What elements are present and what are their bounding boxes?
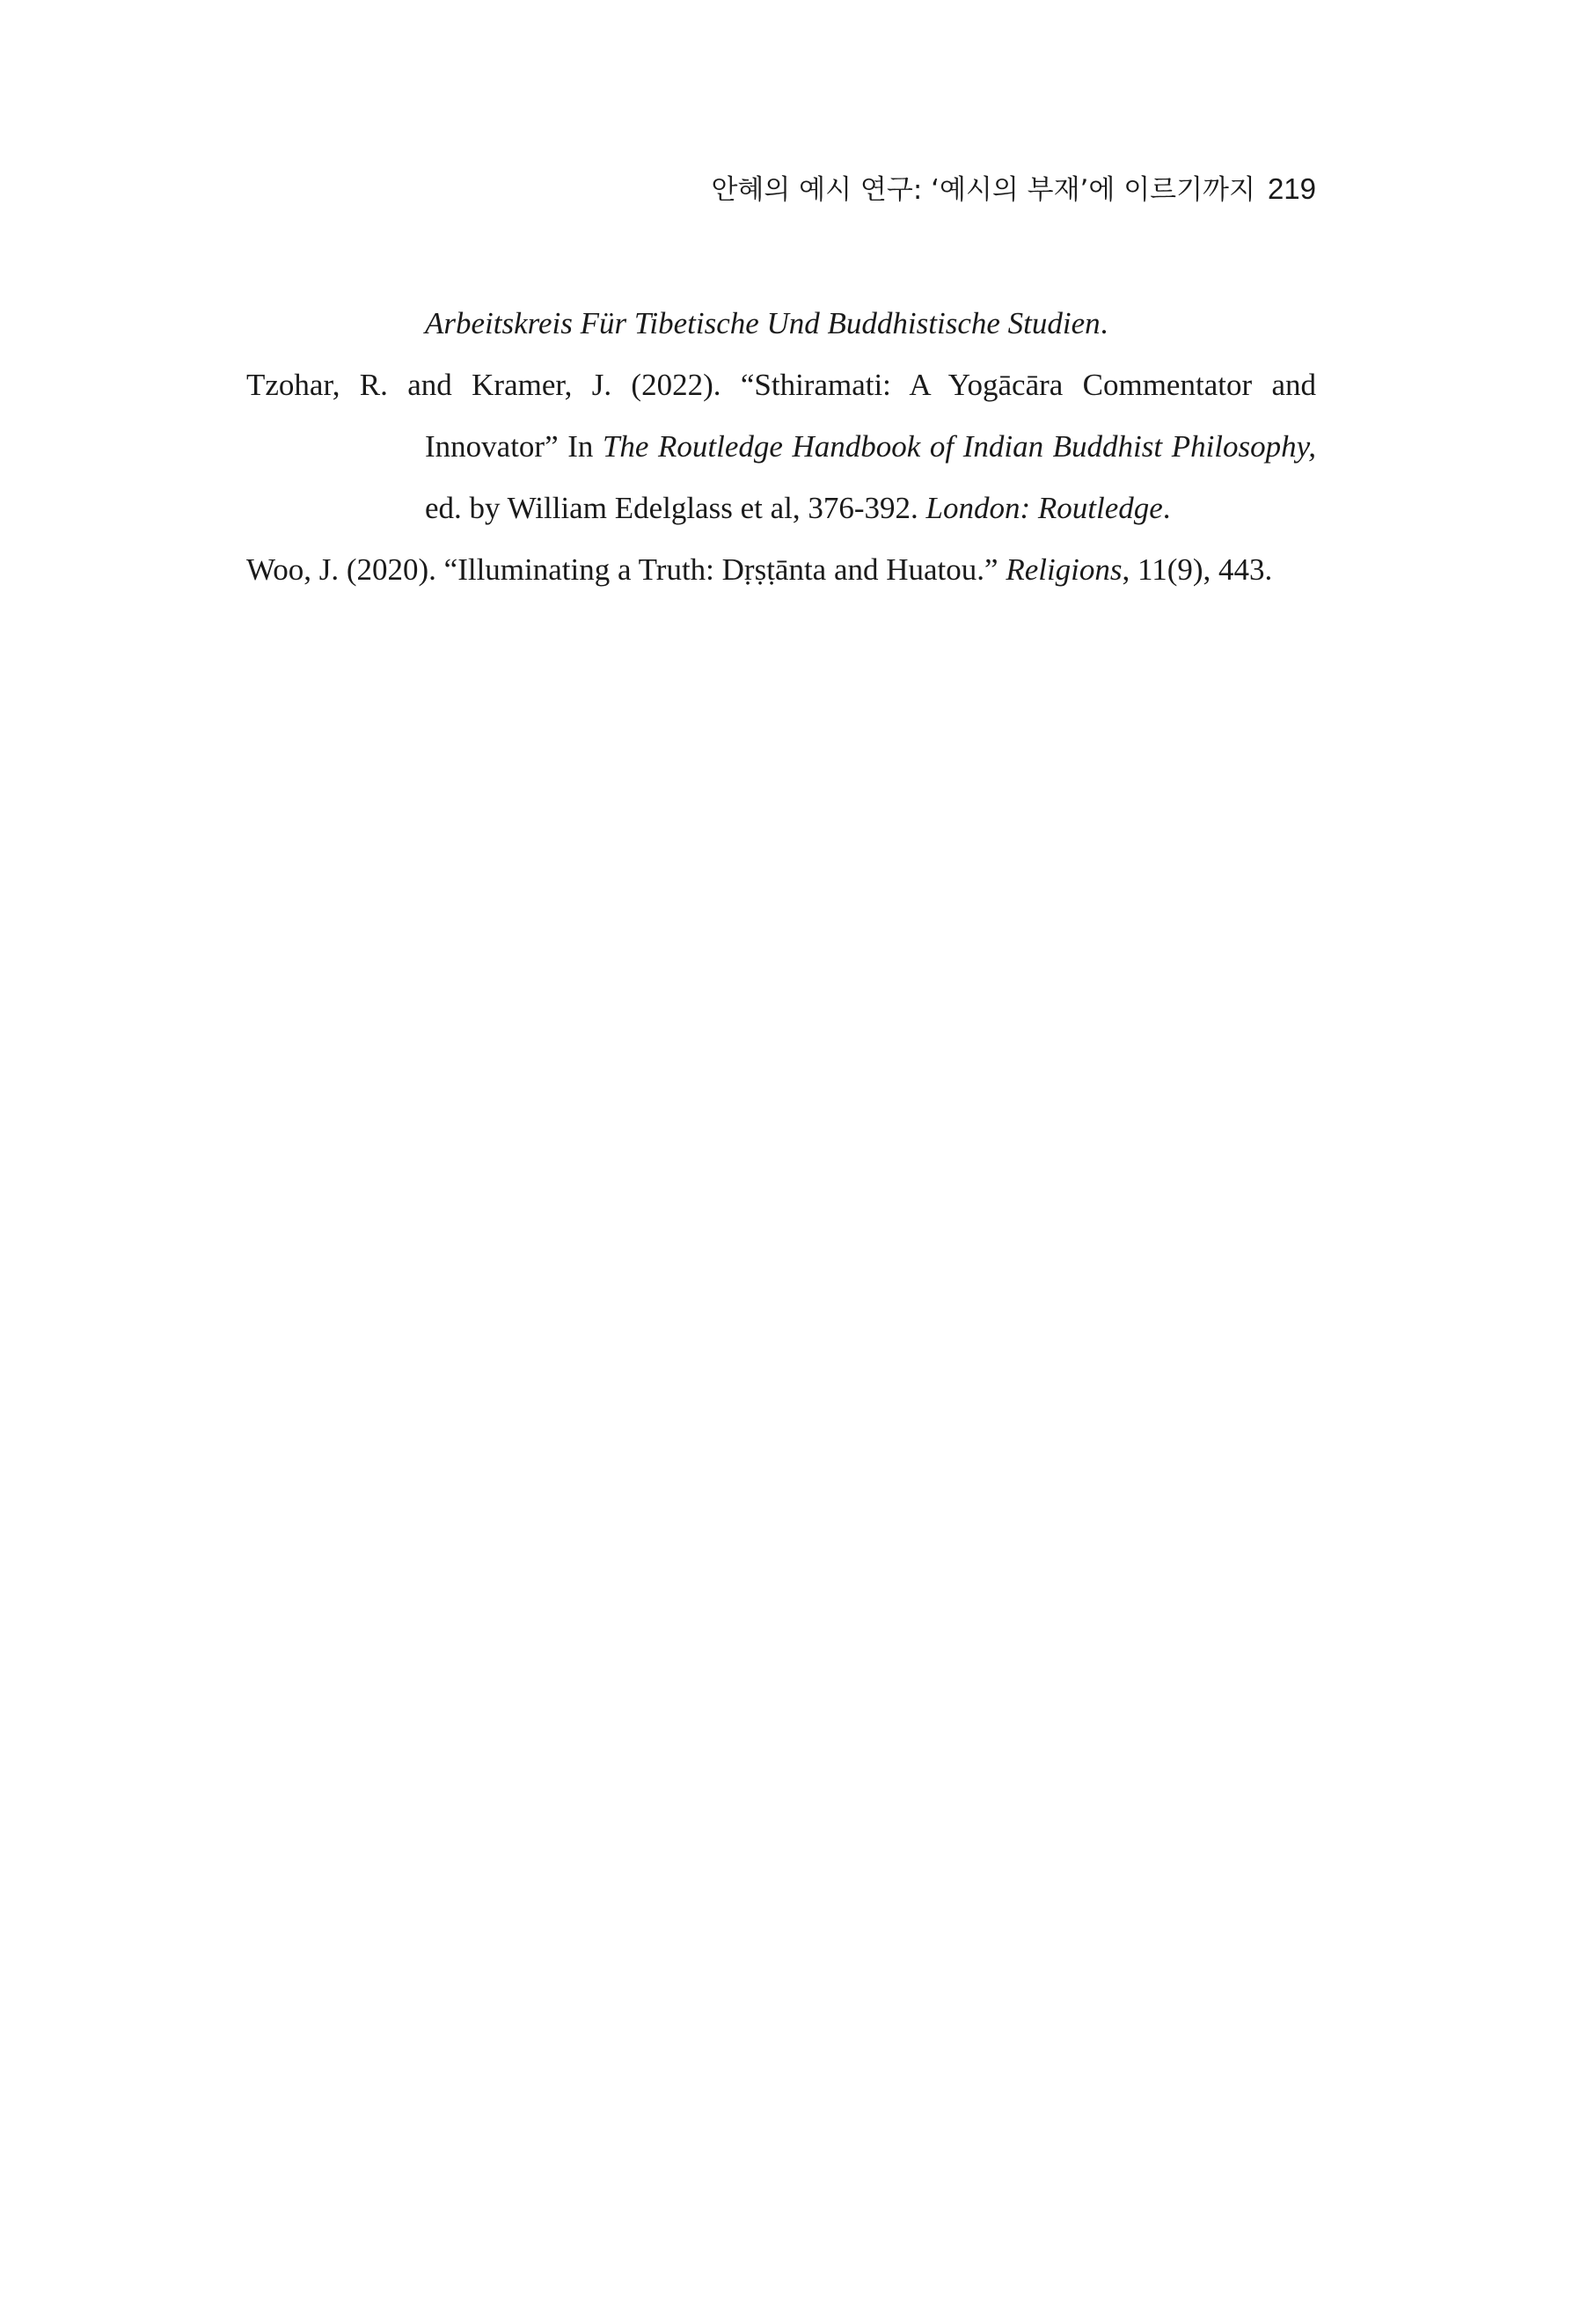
reference-book-title: The Routledge Handbook of Indian Buddhist Philosophy,	[602, 429, 1317, 464]
running-header	[711, 174, 1316, 204]
reference-list	[246, 293, 1316, 601]
reference-entry-tzohar	[246, 354, 1316, 539]
running-title: 안혜의 예시 연구: ‘예시의 부재’에 이르기까지	[711, 174, 1255, 206]
reference-mid: ed. by William Edelglass et al, 376-392.	[425, 491, 926, 525]
page-number: 219	[1267, 172, 1316, 205]
reference-tail: , 11(9), 443.	[1122, 552, 1273, 587]
reference-journal: Religions	[1006, 552, 1123, 587]
reference-title-italic: Arbeitskreis Für Tibetische Und Buddhistische Studien	[425, 306, 1101, 340]
reference-lead: Tzohar, R. and Kramer, J. (2022). “Sthiramati: A Yogācāra Commentator and Innovator” In	[246, 368, 1316, 464]
reference-publisher: London: Routledge	[925, 491, 1163, 525]
reference-entry-woo	[246, 539, 1316, 601]
reference-entry-continued	[246, 293, 1316, 354]
reference-end-punct: .	[1100, 306, 1108, 340]
reference-lead: Woo, J. (2020). “Illuminating a Truth: Dṛṣṭānta and Huatou.”	[246, 552, 1006, 587]
reference-end-punct: .	[1162, 491, 1171, 525]
